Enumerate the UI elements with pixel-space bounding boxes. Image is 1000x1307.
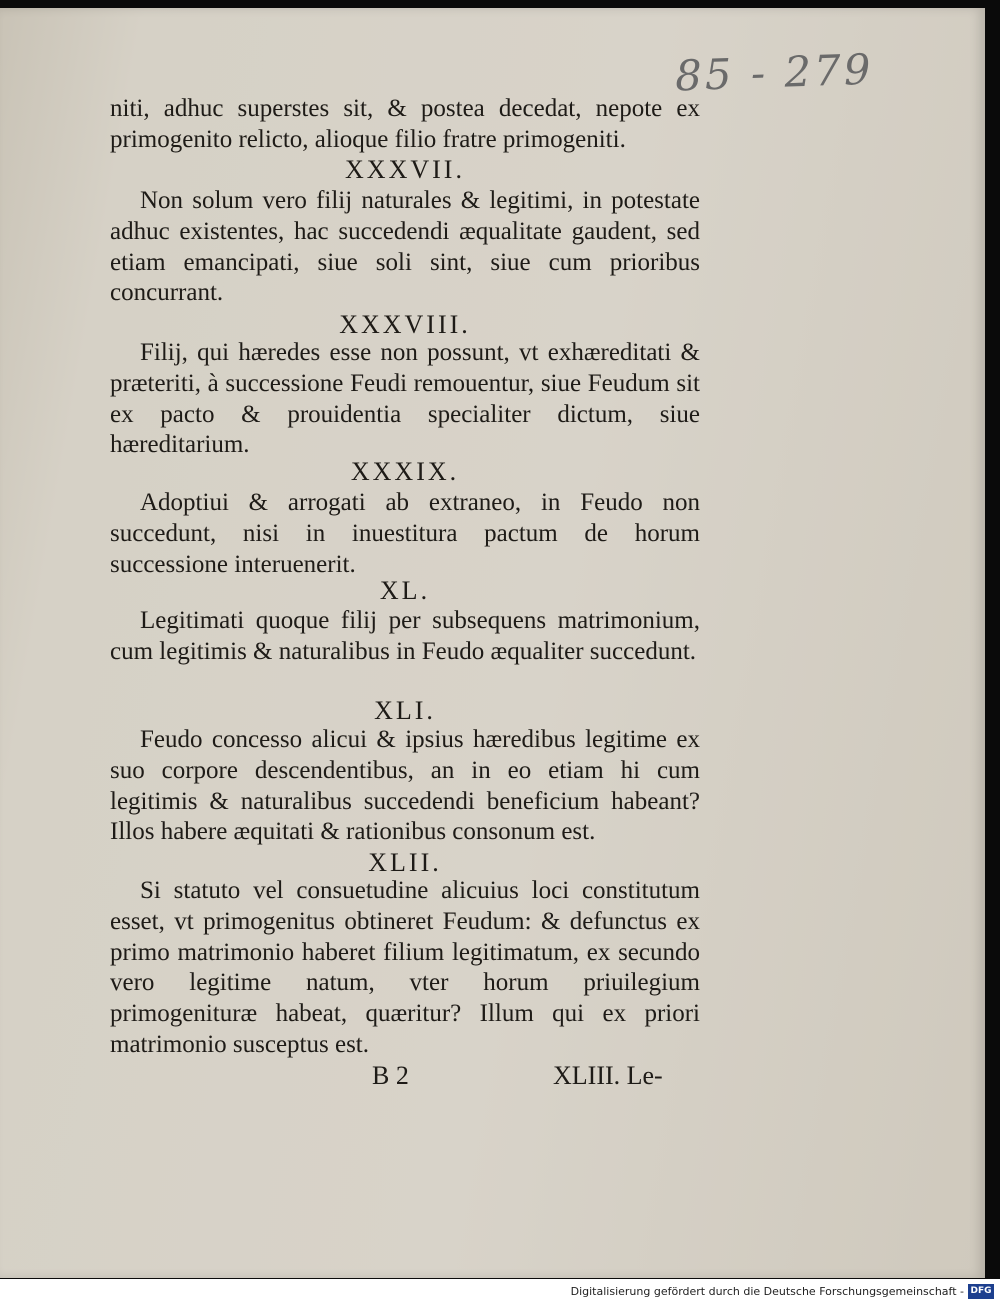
paragraph-continuation: niti, adhuc superstes sit, & postea decedat, nepote ex primogenito relicto, alioque filio fratre primogeniti. — [110, 95, 700, 153]
paragraph-38: Filij, qui hæredes esse non possunt, vt exhæreditati & præteriti, à successione Feudi remouentur, siue Feudum sit ex pacto & prouidentia specialiter dictum, siue hæreditarium. — [110, 339, 700, 459]
section-number-39: XXXIX. — [350, 457, 460, 486]
section-number-40: XL. — [379, 576, 431, 605]
section-number-42: XLII. — [368, 848, 442, 877]
handwritten-page-note: 85 - 279 — [674, 44, 875, 101]
book-page — [0, 8, 985, 1278]
paragraph-42: Si statuto vel consuetudine alicuius loci constitutum esset, vt primogenitus obtineret Feudum: & defunctus ex primo matrimonio haberet filium legitimatum, ex secundo vero legitime natum, vter horum priuilegium primogenituræ habeat, quæritur? Illum qui ex priori matrimonio susceptus est. — [110, 877, 700, 1058]
paragraph-41: Feudo concesso alicui & ipsius hæredibus legitime ex suo corpore descendentibus, an in eo etiam hi cum legitimis & naturalibus succedendi beneficium habeant? Illos habere æquitati & rationibus consonum est. — [110, 726, 700, 846]
paragraph-39: Adoptiui & arrogati ab extraneo, in Feudo non succedunt, nisi in inuestitura pactum de horum successione interuenerit. — [110, 489, 700, 578]
signature-mark: B 2 — [372, 1061, 409, 1090]
paragraph-40: Legitimati quoque filij per subsequens matrimonium, cum legitimis & naturalibus in Feudo æqualiter succedunt. — [110, 607, 700, 665]
catchword: XLIII. Le- — [553, 1061, 663, 1090]
section-number-38: XXXVIII. — [339, 310, 471, 339]
section-number-37: XXXVII. — [345, 155, 465, 184]
dfg-logo-icon: DFG — [968, 1284, 994, 1299]
section-number-41: XLI. — [374, 696, 436, 725]
funding-credit: Digitalisierung gefördert durch die Deutsche Forschungsgemeinschaft - — [570, 1285, 964, 1298]
credit-bar — [0, 1279, 1000, 1307]
paragraph-37: Non solum vero filij naturales & legitimi, in potestate adhuc existentes, hac succedendi æqualitate gaudent, sed etiam emancipati, siue soli sint, siue cum prioribus concurrant. — [110, 187, 700, 307]
